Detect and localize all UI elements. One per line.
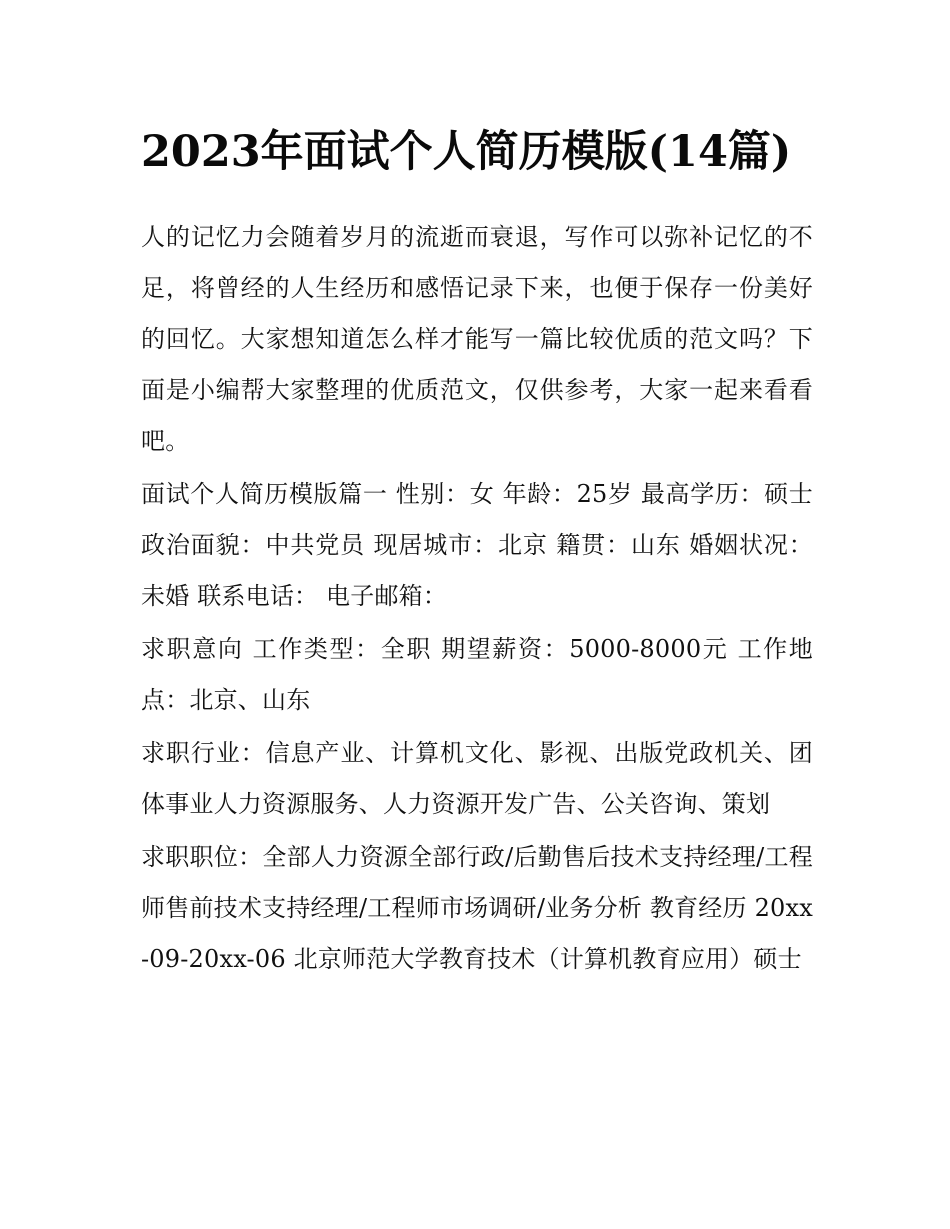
position-education-paragraph: 求职职位：全部人力资源全部行政/后勤售后技术支持经理/工程师售前技术支持经理/工程师市场调研/业务分析 教育经历 20xx-09-20xx-06 北京师范大学教育技术（计算机教育应用）硕士 [141,843,813,973]
paragraph-list [141,212,813,985]
document-body [141,118,813,987]
job-intention-paragraph: 求职意向 工作类型：全职 期望薪资：5000-8000元 工作地点：北京、山东 [141,635,813,714]
document-title: 2023年面试个人简历模版(14篇) [141,127,792,177]
industry-paragraph: 求职行业：信息产业、计算机文化、影视、出版党政机关、团体事业人力资源服务、人力资源开发广告、公关咨询、策划 [141,739,813,818]
intro-paragraph: 人的记忆力会随着岁月的流逝而衰退，写作可以弥补记忆的不足，将曾经的人生经历和感悟记录下来，也便于保存一份美好的回忆。大家想知道怎么样才能写一篇比较优质的范文吗？下面是小编帮大家整理的优质范文，仅供参考，大家一起来看看吧。 [141,223,813,455]
personal-info-paragraph: 面试个人简历模版篇一 性别：女 年龄：25岁 最高学历：硕士 政治面貌：中共党员 现居城市：北京 籍贯：山东 婚姻状况：未婚 联系电话： 电子邮箱： [141,480,813,610]
